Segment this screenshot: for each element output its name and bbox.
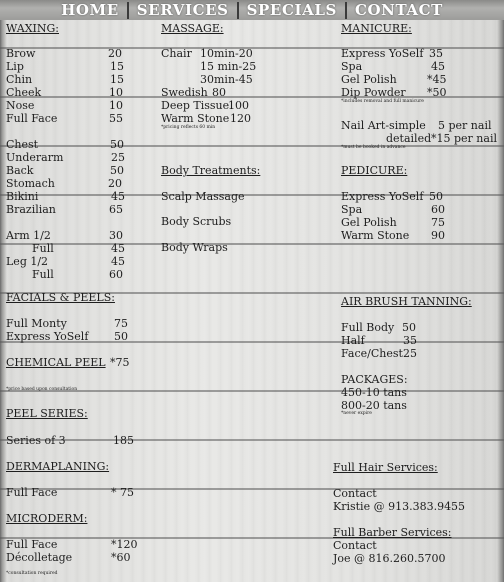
price: 50	[110, 138, 124, 151]
list-item: Full Body	[341, 321, 395, 334]
price: 45	[431, 60, 445, 73]
price: 25	[111, 151, 125, 164]
list-item: Full Monty	[6, 317, 67, 330]
list-item: Scalp Massage	[161, 190, 245, 203]
nav-services-link[interactable]: SERVICES	[136, 1, 229, 19]
price: 45	[111, 190, 125, 203]
list-item: Full Face	[6, 486, 58, 499]
list-item: 800-20 tans	[341, 399, 407, 412]
list-item: Series of 3	[6, 434, 66, 447]
list-item: Spa	[341, 60, 363, 73]
list-item: Gel Polish	[341, 216, 397, 229]
list-item: Full Face	[6, 538, 58, 551]
price: 50	[429, 190, 443, 203]
list-item: Body Wraps	[161, 241, 228, 254]
price: *45	[427, 73, 447, 86]
list-item: Full	[32, 242, 54, 255]
price: 35	[429, 47, 443, 60]
list-item: Express YoSelf	[341, 190, 424, 203]
price: 10min-20	[200, 47, 253, 60]
tanning-heading: AIR BRUSH TANNING:	[341, 295, 472, 308]
list-item: 450-10 tans	[341, 386, 407, 399]
barber-services-heading: Full Barber Services:	[333, 526, 452, 539]
manicure-heading: MANICURE:	[341, 22, 412, 35]
price: 65	[109, 203, 123, 216]
price: 5 per nail	[438, 119, 492, 132]
list-item: Express YoSelf	[6, 330, 89, 343]
price: 50	[110, 164, 124, 177]
price: 60	[109, 268, 123, 281]
list-item: Brazilian	[6, 203, 56, 216]
list-item: Brow	[6, 47, 36, 60]
contact-phone[interactable]: Joe @ 816.260.5700	[333, 552, 446, 565]
contact-label: Contact	[333, 487, 377, 500]
list-item: Nose	[6, 99, 35, 112]
list-item: Bikini	[6, 190, 39, 203]
price: 80	[212, 86, 226, 99]
price: *50	[427, 86, 447, 99]
price: 30min-45	[200, 73, 253, 86]
list-item: Lip	[6, 60, 24, 73]
price: 50	[114, 330, 128, 343]
price: 15 min-25	[200, 60, 257, 73]
price: *75	[110, 356, 130, 369]
top-nav	[0, 0, 504, 20]
footnote: *consultation required	[6, 571, 58, 576]
list-item: Full	[32, 268, 54, 281]
list-item: Body Scrubs	[161, 215, 232, 228]
price: 20	[108, 47, 122, 60]
list-item: Décolletage	[6, 551, 73, 564]
contact-label: Contact	[333, 539, 377, 552]
price: *60	[111, 551, 131, 564]
price: 15	[110, 60, 124, 73]
price: 10	[109, 99, 123, 112]
list-item: Full Face	[6, 112, 58, 125]
price: 25	[403, 347, 417, 360]
pedicure-heading: PEDICURE:	[341, 164, 408, 177]
list-item: Back	[6, 164, 34, 177]
footnote: *never expire	[341, 411, 372, 416]
price: 55	[109, 112, 123, 125]
price: 45	[111, 255, 125, 268]
list-item: Warm Stone	[341, 229, 410, 242]
list-item: Express YoSelf	[341, 47, 424, 60]
price: 10	[109, 86, 123, 99]
contact-phone[interactable]: Kristie @ 913.383.9455	[333, 500, 466, 513]
price: 15	[110, 73, 124, 86]
price: * 75	[111, 486, 134, 499]
microderm-heading: MICRODERM:	[6, 512, 88, 525]
price: 60	[431, 203, 445, 216]
list-item: Underarm	[6, 151, 64, 164]
list-item: Face/Chest	[341, 347, 403, 360]
list-item: Warm Stone	[161, 112, 230, 125]
price: 50	[402, 321, 416, 334]
list-item: Arm 1/2	[6, 229, 51, 242]
list-item: Cheek	[6, 86, 42, 99]
list-item: Chair	[161, 47, 192, 60]
nav-contact-link[interactable]: CONTACT	[354, 1, 443, 19]
price: 30	[109, 229, 123, 242]
price: 90	[431, 229, 445, 242]
footnote: *price based upon consultation	[6, 387, 78, 392]
nav-home-link[interactable]: HOME	[61, 1, 119, 19]
list-item: Gel Polish	[341, 73, 397, 86]
list-item: Dip Powder	[341, 86, 406, 99]
waxing-heading: WAXING:	[6, 22, 59, 35]
list-item: Half	[341, 334, 365, 347]
body-treatments-heading: Body Treatments:	[161, 164, 261, 177]
list-item: Chin	[6, 73, 33, 86]
price: *120	[111, 538, 138, 551]
footnote: *must be booked in advance	[341, 145, 406, 150]
facials-heading: FACIALS & PEELS:	[6, 291, 115, 304]
price: 100	[228, 99, 249, 112]
hair-services-heading: Full Hair Services:	[333, 461, 438, 474]
list-item: Chest	[6, 138, 39, 151]
chemical-peel-heading: CHEMICAL PEEL	[6, 356, 106, 369]
price: 75	[431, 216, 445, 229]
peel-series-heading: PEEL SERIES:	[6, 407, 88, 420]
price: 20	[108, 177, 122, 190]
price: *15 per nail	[431, 132, 497, 145]
price: 185	[113, 434, 134, 447]
price: 45	[111, 242, 125, 255]
list-item: Spa	[341, 203, 363, 216]
price: 35	[403, 334, 417, 347]
massage-heading: MASSAGE:	[161, 22, 224, 35]
footnote: *includes removal and full manicure	[341, 99, 424, 104]
list-item: Stomach	[6, 177, 55, 190]
price: 75	[114, 317, 128, 330]
packages-heading: PACKAGES:	[341, 373, 408, 386]
list-item: Leg 1/2	[6, 255, 49, 268]
dermaplaning-heading: DERMAPLANING:	[6, 460, 110, 473]
list-item: detailed	[386, 132, 432, 145]
nav-specials-link[interactable]: SPECIALS	[246, 1, 337, 19]
price: 120	[230, 112, 251, 125]
list-item: Swedish	[161, 86, 208, 99]
footnote: *pricing reflects 60 min	[161, 125, 216, 130]
list-item: Deep Tissue	[161, 99, 230, 112]
list-item: Nail Art-simple	[341, 119, 426, 132]
